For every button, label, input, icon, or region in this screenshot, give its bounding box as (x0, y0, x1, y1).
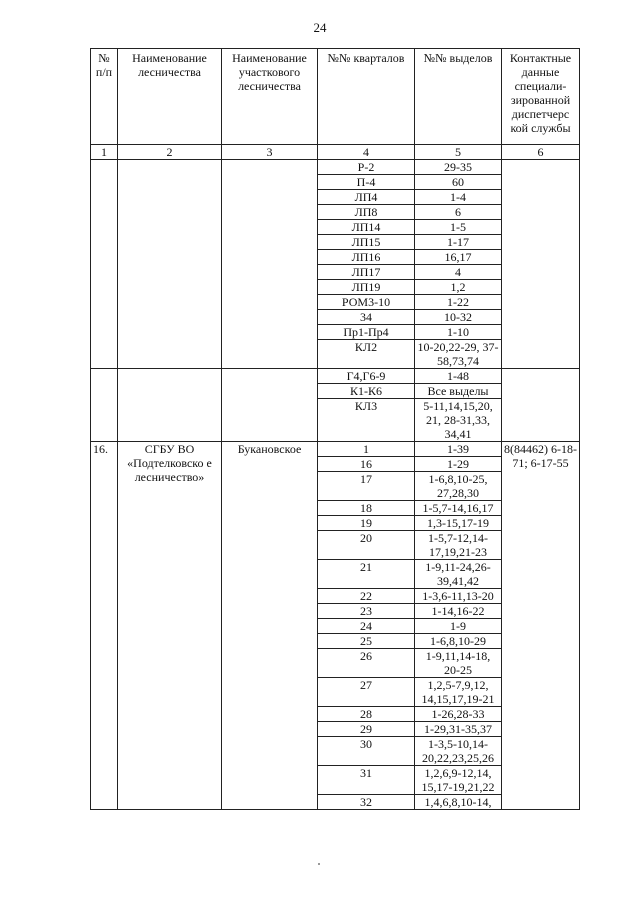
quarter-cell: 21 (318, 560, 415, 589)
quarter-cell: ЛП19 (318, 280, 415, 295)
quarter-cell: 34 (318, 310, 415, 325)
header-contacts: Контактные данные специали-зированной диспетчерс кой службы (502, 49, 580, 145)
col-number: 2 (118, 145, 222, 160)
quarter-cell: 32 (318, 795, 415, 810)
quarter-cell: 19 (318, 516, 415, 531)
empty-cell (91, 369, 118, 442)
quarter-cell: ЛП15 (318, 235, 415, 250)
col-number: 1 (91, 145, 118, 160)
col-number: 4 (318, 145, 415, 160)
quarter-cell: 29 (318, 722, 415, 737)
quarter-cell: Г4,Г6-9 (318, 369, 415, 384)
empty-cell (118, 369, 222, 442)
allotment-cell: 1-39 (415, 442, 502, 457)
col-number: 3 (222, 145, 318, 160)
table-row (91, 369, 580, 384)
quarter-cell: Пр1-Пр4 (318, 325, 415, 340)
quarter-cell: 30 (318, 737, 415, 766)
allotment-cell: 1-3,6-11,13-20 (415, 589, 502, 604)
allotment-cell: 10-20,22-29, 37-58,73,74 (415, 340, 502, 369)
allotment-cell: 1-5 (415, 220, 502, 235)
empty-cell (118, 160, 222, 369)
table-row (91, 442, 580, 457)
quarter-cell: 26 (318, 649, 415, 678)
header-allotments: №№ выделов (415, 49, 502, 145)
allotment-cell: 60 (415, 175, 502, 190)
forestry-table (90, 48, 580, 810)
empty-cell (222, 160, 318, 369)
allotment-cell: 5-11,14,15,20, 21, 28-31,33, 34,41 (415, 399, 502, 442)
allotment-cell: 1-14,16-22 (415, 604, 502, 619)
empty-cell (502, 369, 580, 442)
allotment-cell: 1-9,11,14-18, 20-25 (415, 649, 502, 678)
allotment-cell: 6 (415, 205, 502, 220)
allotment-cell: 1-17 (415, 235, 502, 250)
allotment-cell: 1,4,6,8,10-14, (415, 795, 502, 810)
allotment-cell: 16,17 (415, 250, 502, 265)
quarter-cell: КЛ2 (318, 340, 415, 369)
quarter-cell: 16 (318, 457, 415, 472)
quarter-cell: 24 (318, 619, 415, 634)
allotment-cell: 4 (415, 265, 502, 280)
quarter-cell: 22 (318, 589, 415, 604)
quarter-cell: 18 (318, 501, 415, 516)
allotment-cell: 1-29 (415, 457, 502, 472)
col-number: 5 (415, 145, 502, 160)
quarter-cell: КЛ3 (318, 399, 415, 442)
allotment-cell: 29-35 (415, 160, 502, 175)
header-num: № п/п (91, 49, 118, 145)
quarter-cell: 17 (318, 472, 415, 501)
quarter-cell: ЛП8 (318, 205, 415, 220)
allotment-cell: 1-6,8,10-25, 27,28,30 (415, 472, 502, 501)
header-forestry: Наименование лесничества (118, 49, 222, 145)
quarter-cell: 23 (318, 604, 415, 619)
quarter-cell: 20 (318, 531, 415, 560)
quarter-cell: 27 (318, 678, 415, 707)
allotment-cell: 1-9,11-24,26- 39,41,42 (415, 560, 502, 589)
row-district: Букановское (222, 442, 318, 810)
quarter-cell: К1-К6 (318, 384, 415, 399)
quarter-cell: П-4 (318, 175, 415, 190)
page-number: 24 (313, 20, 327, 35)
quarter-cell: Р-2 (318, 160, 415, 175)
allotment-cell: 10-32 (415, 310, 502, 325)
allotment-cell: 1-26,28-33 (415, 707, 502, 722)
quarter-cell: ЛП17 (318, 265, 415, 280)
page-mark (318, 863, 320, 865)
quarter-cell: ЛП16 (318, 250, 415, 265)
row-num: 16. (91, 442, 118, 810)
allotment-cell: 1,2,5-7,9,12, 14,15,17,19-21 (415, 678, 502, 707)
allotment-cell: 1-29,31-35,37 (415, 722, 502, 737)
allotment-cell: 1-6,8,10-29 (415, 634, 502, 649)
quarter-cell: 31 (318, 766, 415, 795)
allotment-cell: Все выделы (415, 384, 502, 399)
header-district: Наименование участкового лесничества (222, 49, 318, 145)
col-number: 6 (502, 145, 580, 160)
table-row (91, 160, 580, 175)
allotment-cell: 1-48 (415, 369, 502, 384)
allotment-cell: 1,2,6,9-12,14, 15,17-19,21,22 (415, 766, 502, 795)
header-quarters: №№ кварталов (318, 49, 415, 145)
quarter-cell: 1 (318, 442, 415, 457)
allotment-cell: 1-9 (415, 619, 502, 634)
quarter-cell: 28 (318, 707, 415, 722)
allotment-cell: 1-4 (415, 190, 502, 205)
allotment-cell: 1-22 (415, 295, 502, 310)
allotment-cell: 1,2 (415, 280, 502, 295)
quarter-cell: 25 (318, 634, 415, 649)
quarter-cell: РОМ3-10 (318, 295, 415, 310)
allotment-cell: 1-3,5-10,14- 20,22,23,25,26 (415, 737, 502, 766)
quarter-cell: ЛП14 (318, 220, 415, 235)
row-contact: 8(84462) 6-18-71; 6-17-55 (502, 442, 580, 810)
allotment-cell: 1-5,7-12,14- 17,19,21-23 (415, 531, 502, 560)
allotment-cell: 1-10 (415, 325, 502, 340)
empty-cell (502, 160, 580, 369)
row-forestry: СГБУ ВО «Подтелковско е лесничество» (118, 442, 222, 810)
empty-cell (91, 160, 118, 369)
allotment-cell: 1-5,7-14,16,17 (415, 501, 502, 516)
quarter-cell: ЛП4 (318, 190, 415, 205)
empty-cell (222, 369, 318, 442)
allotment-cell: 1,3-15,17-19 (415, 516, 502, 531)
